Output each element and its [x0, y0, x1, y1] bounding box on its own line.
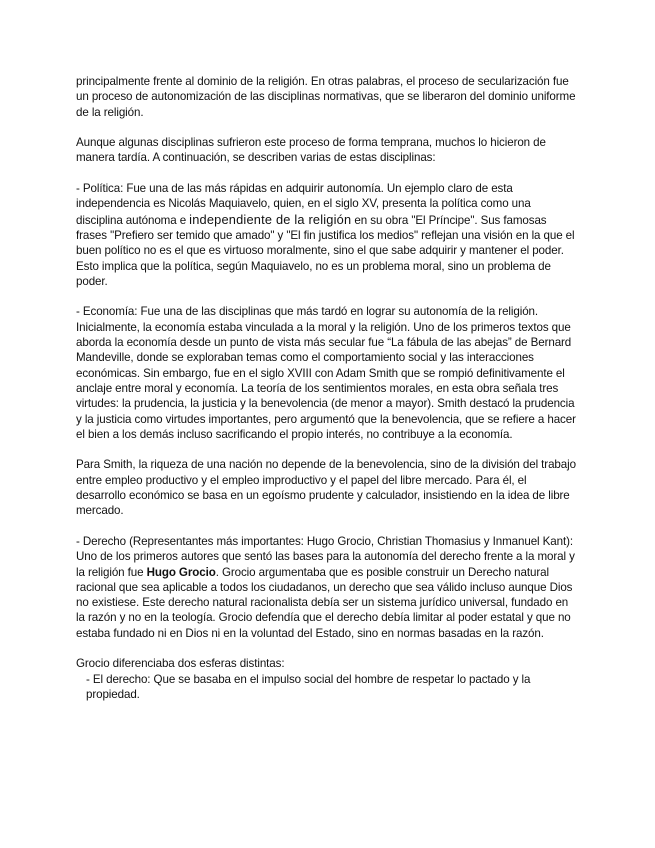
- paragraph-esferas-intro: Grocio diferenciaba dos esferas distintas:: [76, 657, 285, 671]
- hugo-grocio-bold: Hugo Grocio: [146, 565, 216, 579]
- derecho-text-2: . Grocio argumentaba que es posible construir un Derecho natural racional que sea aplicable a todos los ciudadanos, un derecho que sea válido incluso aunque Dios no existiese. Este derecho natural racionalista debía ser un sistema jurídico universal, fundado en la razón y no en la teología. Grocio defendía que el derecho debía limitar al poder estatal y que no estaba fundado ni en Dios ni en la voluntad del Estado, sino en normas basadas en la razón.: [76, 565, 573, 640]
- derecho-text-1: - Derecho (Representantes más importantes: Hugo Grocio, Christian Thomasius y Inmanuel Kant): Uno de los primeros autores que sentó las bases para la autonomía del derecho frente a la moral y la religión fue: [76, 534, 575, 579]
- paragraph-politica: [76, 181, 576, 289]
- politica-text-3: en su obra "El Príncipe". Sus famosas frases "Prefiero ser temido que amado" y "El fin justifica los medios" reflejan una visión en la que el buen político no es el que es virtuoso moralmente, sino el que sabe adquirir y mantener el poder. Esto implica que la política, según Maquiavelo, no es un problema moral, sino un problema de poder.: [76, 213, 575, 288]
- paragraph-disciplinas-intro: Aunque algunas disciplinas sufrieron este proceso de forma temprana, muchos lo hicieron de manera tardía. A continuación, se describen varias de estas disciplinas:: [76, 136, 546, 165]
- paragraph-secularizacion: principalmente frente al dominio de la religión. En otras palabras, el proceso de secularización fue un proceso de autonomización de las disciplinas normativas, que se liberaron del dominio uniforme de la religión.: [76, 75, 576, 119]
- document-page: [76, 74, 576, 702]
- politica-text-1: - Política: Fue una de las más rápidas en adquirir autonomía. Un ejemplo claro de esta independencia es Nicolás Maquiavelo, quien, en el siglo XV, presenta la política como una disciplina autónoma e: [76, 182, 531, 227]
- list-item-derecho: - El derecho: Que se basaba en el impulso social del hombre de respetar lo pactado y la propiedad.: [86, 672, 531, 701]
- paragraph-smith: Para Smith, la riqueza de una nación no depende de la benevolencia, sino de la división del trabajo entre empleo productivo y el empleo improductivo y el papel del libre mercado. Para él, el desarrollo económico se basa en un egoísmo prudente y calculador, insistiendo en la idea de libre mercado.: [76, 458, 576, 518]
- paragraph-derecho: [76, 534, 576, 641]
- paragraph-economia: - Economía: Fue una de las disciplinas que más tardó en lograr su autonomía de la religión. Inicialmente, la economía estaba vinculada a la moral y la religión. Uno de los primeros textos que aborda la economía desde un punto de vista más secular fue “La fábula de las abejas” de Bernard Mandeville, donde se exploraban temas como el comportamiento social y las interacciones económicas. Sin embargo, fue en el siglo XVIII con Adam Smith que se rompió definitivamente el anclaje entre moral y economía. La teoría de los sentimientos morales, en esta obra señala tres virtudes: la prudencia, la justicia y la benevolencia (de menor a mayor). Smith destacó la prudencia y la justicia como virtudes importantes, pero argumentó que la benevolencia, que se refiere a hacer el bien a los demás incluso sacrificando el propio interés, no contribuye a la economía.: [76, 305, 576, 441]
- politica-text-2: independiente de la religión: [189, 211, 352, 227]
